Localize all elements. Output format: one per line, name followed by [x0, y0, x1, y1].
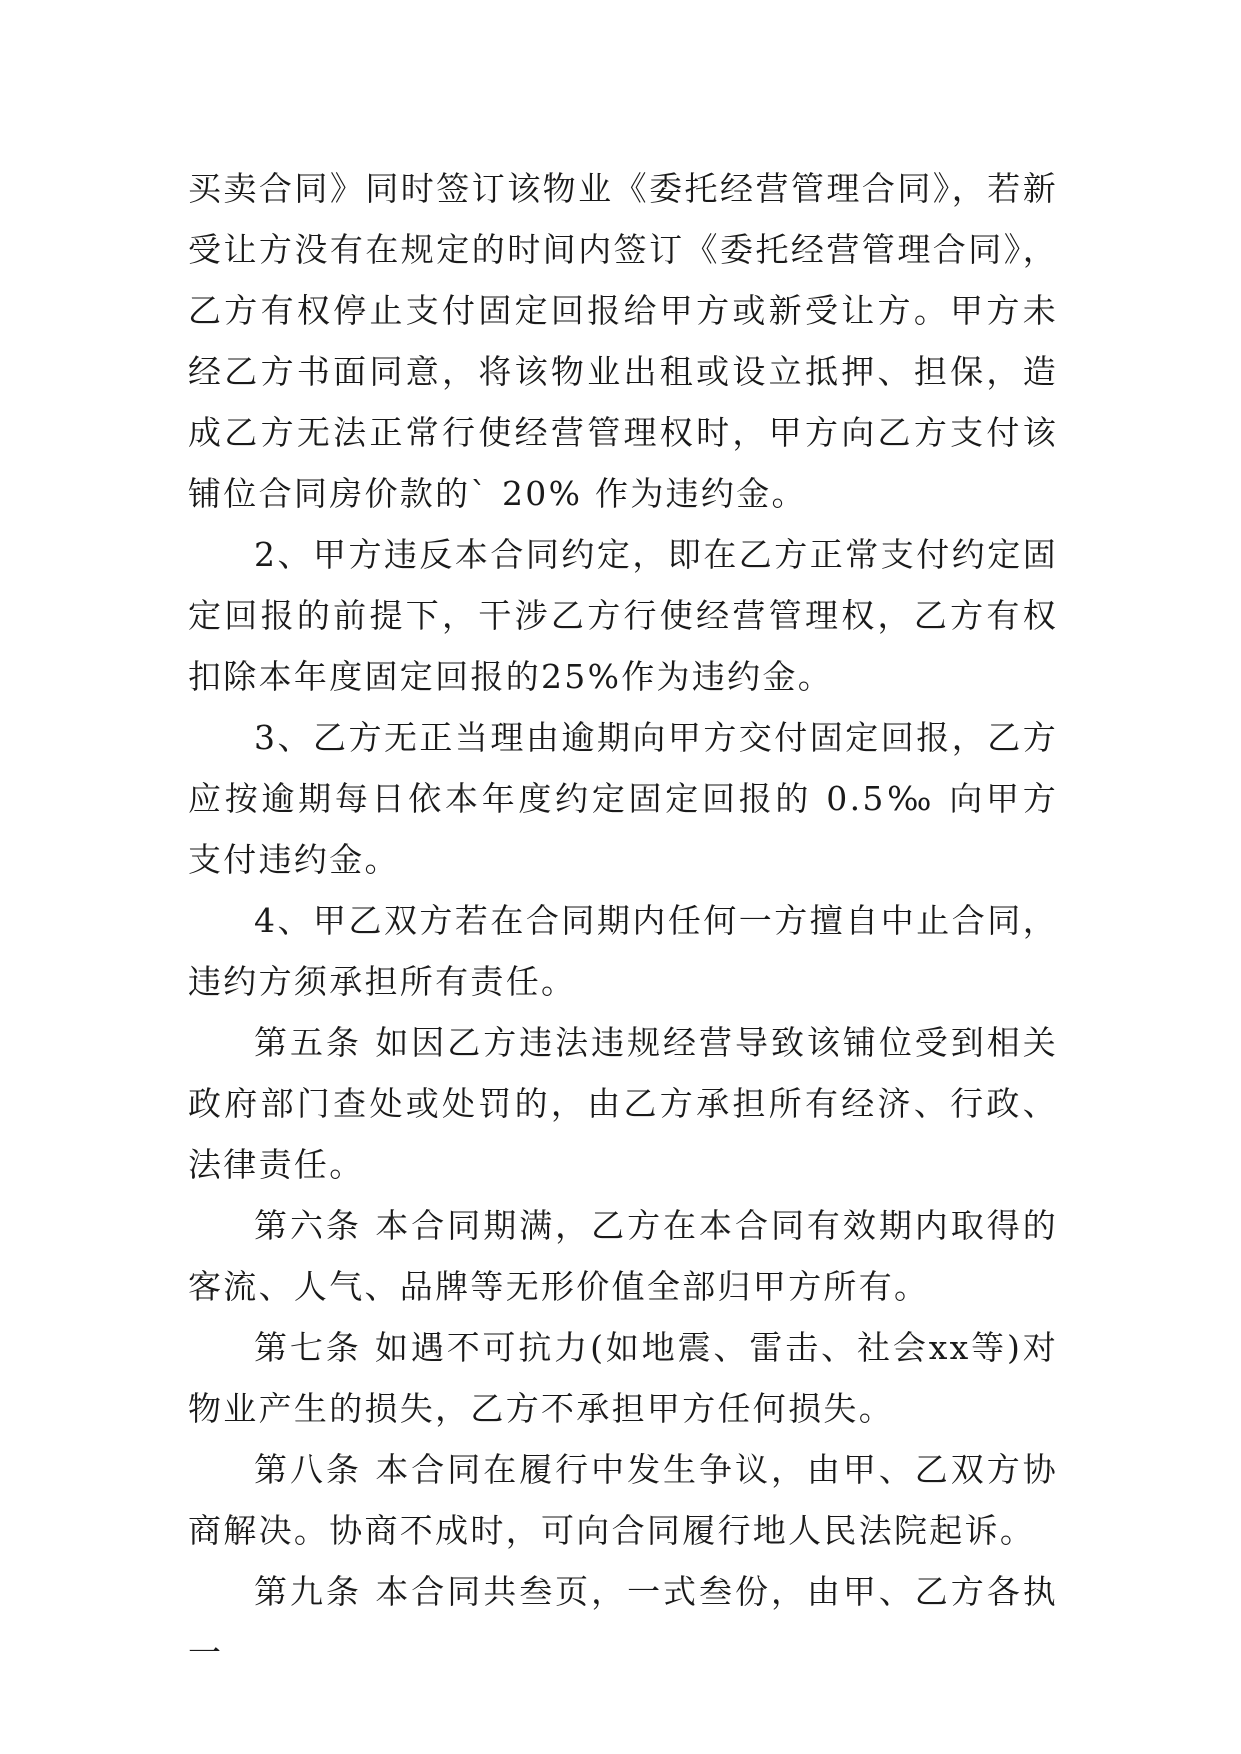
paragraph-article-6: 第六条 本合同期满，乙方在本合同有效期内取得的客流、人气、品牌等无形价值全部归甲方所有。: [188, 1206, 1058, 1306]
paragraph-item-4: 4、甲乙双方若在合同期内任何一方擅自中止合同，违约方须承担所有责任。: [188, 901, 1058, 1001]
paragraph-article-9: 第九条 本合同共叁页，一式叁份，由甲、乙方各执一: [188, 1572, 1058, 1672]
paragraph-item-2: 2、甲方违反本合同约定，即在乙方正常支付约定固定回报的前提下，干涉乙方行使经营管理权，乙方有权扣除本年度固定回报的25%作为违约金。: [188, 535, 1058, 696]
paragraph-article-8: 第八条 本合同在履行中发生争议，由甲、乙双方协商解决。协商不成时，可向合同履行地人民法院起诉。: [188, 1450, 1058, 1550]
paragraph-article-7: 第七条 如遇不可抗力(如地震、雷击、社会xx等)对物业产生的损失，乙方不承担甲方任何损失。: [188, 1328, 1058, 1428]
paragraph-article-5: 第五条 如因乙方违法违规经营导致该铺位受到相关政府部门查处或处罚的，由乙方承担所有经济、行政、法律责任。: [188, 1023, 1058, 1184]
paragraph-clause-continuation: 买卖合同》同时签订该物业《委托经营管理合同》，若新受让方没有在规定的时间内签订《委托经营管理合同》，乙方有权停止支付固定回报给甲方或新受让方。甲方未经乙方书面同意，将该物业出租或设立抵押、担保，造成乙方无法正常行使经营管理权时，甲方向乙方支付该铺位合同房价款的` 20% 作为违约金。: [188, 169, 1058, 513]
document-body: [188, 158, 1058, 1683]
paragraph-item-3: 3、乙方无正当理由逾期向甲方交付固定回报，乙方应按逾期每日依本年度约定固定回报的 0.5‰ 向甲方支付违约金。: [188, 718, 1058, 879]
